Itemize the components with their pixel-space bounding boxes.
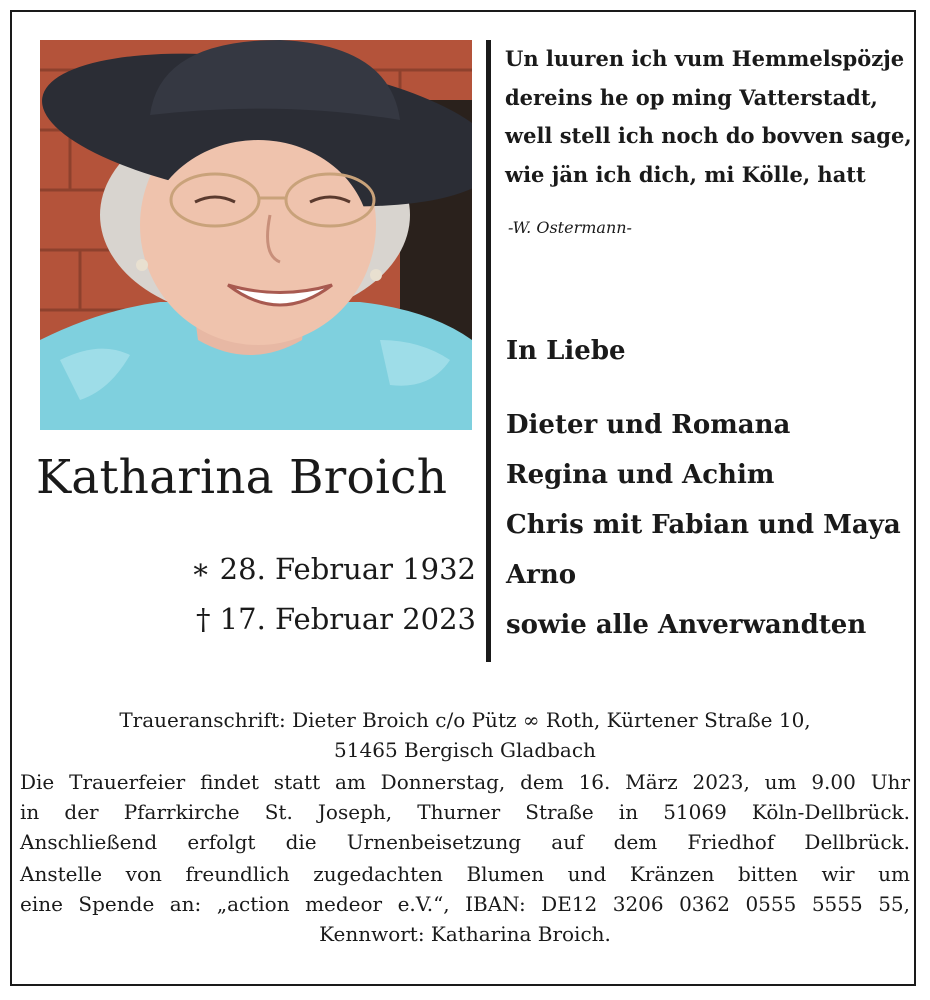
birth-date: ∗ 28. Februar 1932 [190,552,476,586]
address-line: 51465 Bergisch Gladbach [334,738,596,762]
mourner-name: Dieter und Romana [506,410,791,440]
deceased-name: Katharina Broich [36,450,448,505]
donation-line: Anstelle von freundlich zugedachten Blumen und Kränzen bitten wir um [20,862,910,886]
address-line: Traueranschrift: Dieter Broich c/o Pütz ∞ Roth, Kürtener Straße 10, [119,708,811,732]
mourners-heading: In Liebe [506,336,626,366]
funeral-info [20,705,910,949]
mourner-name: Regina und Achim [506,460,775,490]
mourner-name: Arno [506,560,577,590]
poem-line: wie jän ich dich, mi Kölle, hatt [505,161,866,187]
death-date: † 17. Februar 2023 [195,602,476,636]
donation-line: Kennwort: Katharina Broich. [319,922,611,946]
poem-line: well stell ich noch do bovven sage, [505,123,912,148]
mourner-name: sowie alle Anverwandten [506,610,867,640]
mourner-name: Chris mit Fabian und Maya [506,510,901,540]
poem-line: dereins he op ming Vatterstadt, [505,84,878,110]
mourners-list [506,400,916,650]
poem-author: -W. Ostermann- [508,218,632,237]
ceremony-line: in der Pfarrkirche St. Joseph, Thurner Straße in 51069 Köln-Dellbrück. [20,800,910,824]
donation-line: eine Spende an: „action medeor e.V.“, IBAN: DE12 3206 0362 0555 5555 55, [20,892,910,916]
ceremony-line: Die Trauerfeier findet statt am Donnerstag, dem 16. März 2023, um 9.00 Uhr [20,770,910,794]
portrait-photo [40,40,472,430]
ceremony-line: Anschließend erfolgt die Urnenbeisetzung auf dem Friedhof Dellbrück. [20,830,910,854]
poem-line: Un luuren ich vum Hemmelspözje [505,46,905,71]
poem [505,40,915,194]
vertical-divider [486,40,491,662]
